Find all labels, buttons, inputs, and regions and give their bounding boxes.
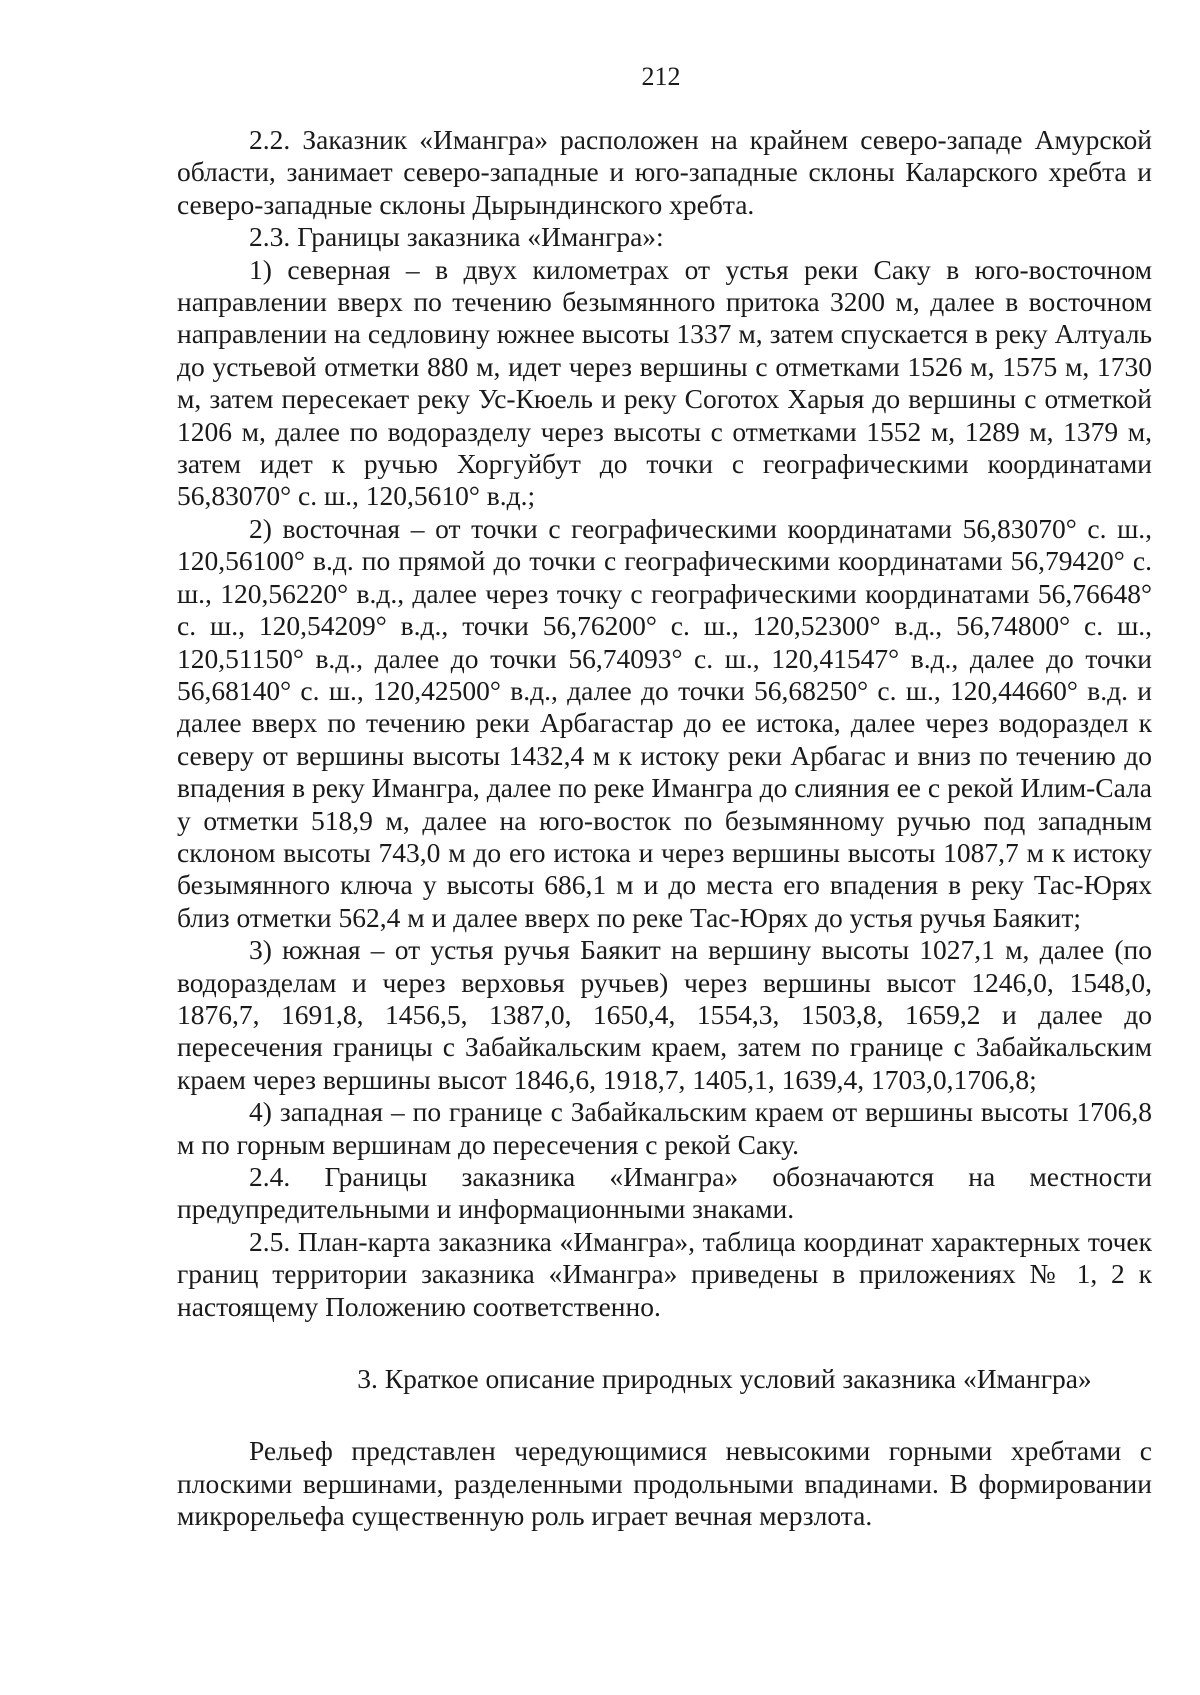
- paragraph-north-boundary: 1) северная – в двух километрах от устья реки Саку в юго-восточном направлении вверх по течению безымянного притока 3200 м, далее в восточном направлении на седловину южнее высоты 1337 м, затем спускается в реку Алтуаль до устьевой отметки 880 м, идет через вершины с отметками 1526 м, 1575 м, 1730 м, затем пересекает реку Ус-Кюель и реку Соготох Харыя до вершины с отметкой 1206 м, далее по водоразделу через высоты с отметками 1552 м, 1289 м, 1379 м, затем идет к ручью Хоргуйбут до точки с географическими координатами 56,83070° с. ш., 120,5610° в.д.;: [177, 253, 1152, 512]
- paragraph-2-4: 2.4. Границы заказника «Имангра» обозначаются на местности предупредительными и информационными знаками.: [177, 1161, 1152, 1225]
- section-heading: 3. Краткое описание природных условий заказника «Имангра»: [357, 1363, 1092, 1395]
- page-number: 212: [641, 62, 681, 91]
- paragraph-2-3: 2.3. Границы заказника «Имангра»:: [249, 221, 664, 253]
- document-body: [177, 124, 1152, 1533]
- paragraph-west-boundary: 4) западная – по границе с Забайкальским краем от вершины высоты 1706,8 м по горным вершинам до пересечения с рекой Саку.: [177, 1096, 1152, 1160]
- paragraph-2-2: 2.2. Заказник «Имангра» расположен на крайнем северо-западе Амурской области, занимает северо-западные и юго-западные склоны Каларского хребта и северо-западные склоны Дырындинского хребта.: [177, 124, 1152, 220]
- paragraph-south-boundary: 3) южная – от устья ручья Баякит на вершину высоты 1027,1 м, далее (по водоразделам и через верховья ручьев) через вершины высот 1246,0, 1548,0, 1876,7, 1691,8, 1456,5, 1387,0, 1650,4, 1554,3, 1503,8, 1659,2 и далее до пересечения границы с Забайкальским краем, затем по границе с Забайкальским краем через вершины высот 1846,6, 1918,7, 1405,1, 1639,4, 1703,0,1706,8;: [177, 934, 1152, 1095]
- paragraph-2-5: 2.5. План-карта заказника «Имангра», таблица координат характерных точек границ территории заказника «Имангра» приведены в приложениях № 1, 2 к настоящему Положению соответственно.: [177, 1225, 1152, 1322]
- paragraph-relief: Рельеф представлен чередующимися невысокими горными хребтами с плоскими вершинами, разделенными продольными впадинами. В формировании микрорельефа существенную роль играет вечная мерзлота.: [177, 1435, 1152, 1532]
- paragraph-east-boundary: 2) восточная – от точки с географическими координатами 56,83070° с. ш., 120,56100° в.д. по прямой до точки с географическими координатами 56,79420° с. ш., 120,56220° в.д., далее через точку с географическими координатами 56,76648° с. ш., 120,54209° в.д., точки 56,76200° с. ш., 120,52300° в.д., 56,74800° с. ш., 120,51150° в.д., далее до точки 56,74093° с. ш., 120,41547° в.д., далее до точки 56,68140° с. ш., 120,42500° в.д., далее до точки 56,68250° с. ш., 120,44660° в.д. и далее вверх по течению реки Арбагастар до ее истока, далее через водораздел к северу от вершины высоты 1432,4 м к истоку реки Арбагас и вниз по течению до впадения в реку Имангра, далее по реке Имангра до слияния ее с рекой Илим-Сала у отметки 518,9 м, далее на юго-восток по безымянному ручью под западным склоном высоты 743,0 м до его истока и через вершины высоты 1087,7 м к истоку безымянного ключа у высоты 686,1 м и до места его впадения в реку Тас-Юрях близ отметки 562,4 м и далее вверх по реке Тас-Юрях до устья ручья Баякит;: [177, 512, 1152, 933]
